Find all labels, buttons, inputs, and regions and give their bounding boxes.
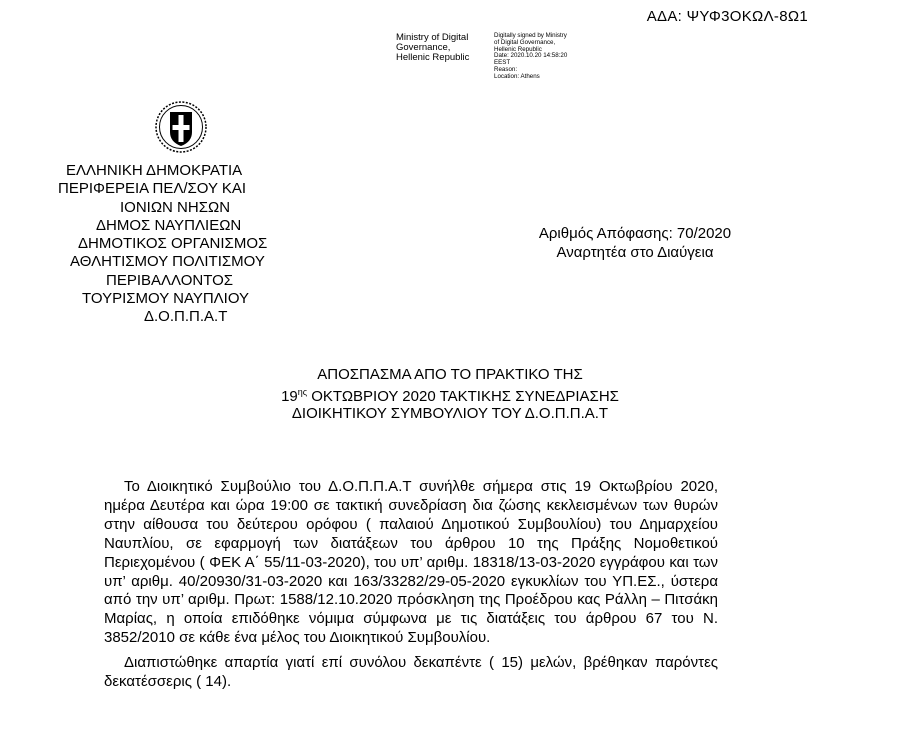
signature-detail-line: Digitally signed by Ministry bbox=[494, 32, 567, 39]
body-paragraph: Το Διοικητικό Συμβούλιο του Δ.Ο.Π.Π.Α.Τ συνήλθε σήμερα στις 19 Οκτωβρίου 2020, ημέρα Δευτέρα και ώρα 19:00 σε τακτική συνεδρίαση δια ζώσης κεκλεισμένων των θυρών στην αίθουσα του δεύτερου ορόφου ( παλαιού Δημοτικού Συμβουλίου) του Δημαρχείου Ναυπλίου, σε εφαρμογή των διατάξεων του άρθρου 10 της Πράξης Νομοθετικού Περιεχομένου ( ΦΕΚ Α΄ 55/11-03-2020), του υπ’ αριθμ. 18318/13-03-2020 εγγράφου και των υπ’ αριθμ. 40/20930/31-03-2020 και 163/33282/29-05-2020 εγκυκλίων του ΥΠ.ΕΣ., ύστερα από την υπ’ αριθμ. Πρωτ: 1588/12.10.2020 πρόσκληση της Προέδρου κας Ράλλη – Πιτσάκη Μαρίας, η οποία επιδόθηκε νόμιμα σύμφωνα με τις διατάξεις του άρθρου 67 του Ν. 3852/2010 σε κάθε ένα μέλος του Διοικητικού Συμβουλίου. bbox=[104, 478, 718, 647]
signature-signer bbox=[396, 33, 486, 81]
signature-detail-line: of Digital Governance, bbox=[494, 38, 556, 46]
authority-line: ΠΕΡΙΒΑΛΛΟΝΤΟΣ bbox=[106, 271, 234, 289]
authority-line: ΠΕΡΙΦΕΡΕΙΑ ΠΕΛ/ΣΟΥ ΚΑΙ bbox=[58, 180, 247, 198]
signer-line: Ministry of Digital bbox=[396, 32, 469, 43]
authority-line: Δ.Ο.Π.Π.Α.Τ bbox=[144, 308, 228, 326]
publication-note: Αναρτητέα στο Διαύγεια bbox=[556, 244, 714, 261]
title-day: 19 bbox=[281, 387, 298, 405]
decision-number: Αριθμός Απόφασης: 70/2020 bbox=[538, 225, 732, 242]
authority-line: ΔΗΜΟΣ ΝΑΥΠΛΙΕΩΝ bbox=[96, 216, 242, 234]
title-line: ΑΠΟΣΠΑΣΜΑ ΑΠΟ ΤΟ ΠΡΑΚΤΙΚΟ ΤΗΣ bbox=[317, 366, 583, 383]
title-ordinal-suffix: ης bbox=[297, 386, 308, 397]
digital-signature bbox=[396, 33, 584, 81]
title-line bbox=[0, 384, 900, 406]
signature-detail-line: Location: Athens bbox=[494, 72, 540, 80]
authority-line: ΤΟΥΡΙΣΜΟΥ ΝΑΥΠΛΙΟΥ bbox=[82, 290, 250, 308]
title-line: ΔΙΟΙΚΗΤΙΚΟΥ ΣΥΜΒΟΥΛΙΟΥ ΤΟΥ Δ.Ο.Π.Π.Α.Τ bbox=[291, 405, 609, 422]
signature-detail-line: EEST bbox=[494, 59, 511, 67]
authority-line: ΔΗΜΟΤΙΚΟΣ ΟΡΓΑΝΙΣΜΟΣ bbox=[78, 235, 268, 253]
signer-line: Hellenic Republic bbox=[396, 52, 470, 63]
coat-of-arms-icon bbox=[154, 100, 208, 154]
signature-detail-line: Date: 2020.10.20 14:58:20 bbox=[494, 52, 568, 60]
issuing-authority bbox=[56, 162, 366, 327]
body-paragraph: Διαπιστώθηκε απαρτία γιατί επί συνόλου δεκαπέντε ( 15) μελών, βρέθηκαν παρόντες δεκατέσσερις ( 14). bbox=[104, 654, 718, 691]
decision-info bbox=[520, 224, 750, 262]
signature-details bbox=[494, 33, 584, 81]
signer-line: Governance, bbox=[396, 42, 451, 53]
ada-code: ΑΔΑ: ΨΥΦ3ΟΚΩΛ-8Ω1 bbox=[646, 8, 808, 25]
document-title bbox=[0, 366, 900, 423]
title-date-rest: ΟΚΤΩΒΡΙΟΥ 2020 ΤΑΚΤΙΚΗΣ ΣΥΝΕΔΡΙΑΣΗΣ bbox=[307, 387, 619, 405]
authority-line: ΕΛΛΗΝΙΚΗ ΔΗΜΟΚΡΑΤΙΑ bbox=[66, 162, 243, 179]
authority-line: ΙΟΝΙΩΝ ΝΗΣΩΝ bbox=[120, 198, 231, 216]
signature-detail-line: Reason: bbox=[494, 65, 518, 73]
authority-line: ΑΘΛΗΤΙΣΜΟΥ ΠΟΛΙΤΙΣΜΟΥ bbox=[70, 253, 265, 271]
signature-detail-line: Hellenic Republic bbox=[494, 45, 542, 53]
document-body bbox=[104, 478, 718, 692]
